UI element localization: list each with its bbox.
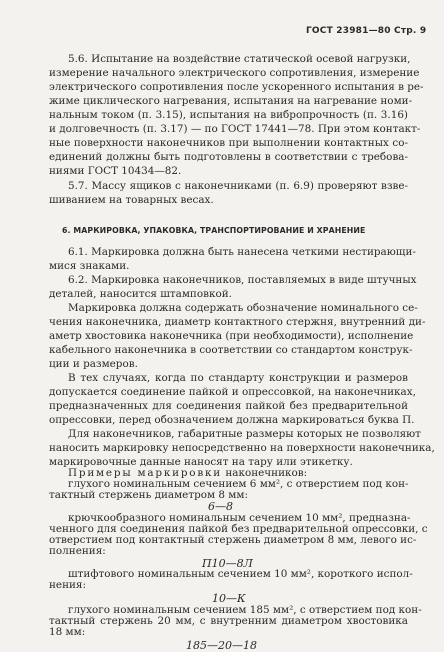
text-line: 18 мм: bbox=[49, 626, 86, 639]
text-line: маркировочные данные наносят на тару или этикетку. bbox=[49, 456, 353, 468]
text-line: отверстием под контактный стержень диаметром 8 мм, левого ис- bbox=[49, 534, 417, 546]
text-line: ченного для соединения пайкой без предварительной опрессовки, с bbox=[49, 523, 428, 536]
text-line: штифтового номинальным сечением 10 мм², короткого испол- bbox=[68, 568, 413, 581]
text-line: единений должны быть подготовлены в соответствии с требова- bbox=[49, 151, 408, 163]
text-line: 6.2. Маркировка наконечников, поставляемых в виде штучных bbox=[68, 274, 417, 286]
text-line: глухого номинальным сечением 6 мм², с отверстием под кон- bbox=[68, 477, 409, 490]
text-line: глухого номинальным сечением 185 мм², с отверстием под кон- bbox=[68, 604, 422, 617]
text-line: электрического сопротивления после ускоренного испытания в ре- bbox=[49, 81, 424, 93]
text-line: деталей, наносится штамповкой. bbox=[49, 288, 232, 300]
text-line: предназначенных для соединения пайкой без предварительной bbox=[49, 400, 408, 412]
marking-code: 185—20—18 bbox=[186, 638, 257, 652]
text-line: опрессовки, перед обозначением должна маркироваться буква П. bbox=[49, 414, 415, 426]
text-line: тактный стержень 20 мм, с внутренним диаметром хвостовика bbox=[49, 615, 408, 628]
page-header: ГОСТ 23981—80 Стр. 9 bbox=[306, 26, 427, 36]
text-line: жиме циклического нагревания, испытания на нагревание номи- bbox=[49, 95, 413, 107]
text-line: 6.1. Маркировка должна быть нанесена четкими нестирающи- bbox=[68, 246, 416, 258]
text-line: нальным током (п. 3.15), испытания на вибропрочность (п. 3.16) bbox=[49, 109, 408, 121]
text-line: шиванием на товарных весах. bbox=[49, 194, 214, 206]
text-line: аметр хвостовика наконечника (при необходимости), исполнение bbox=[49, 330, 414, 342]
text-line: измерение начального электрического сопротивления, измерение bbox=[49, 67, 420, 79]
marking-code: П10—8Л bbox=[202, 556, 253, 570]
text-line: ции и размеров. bbox=[49, 358, 138, 370]
marking-code: 10—К bbox=[212, 591, 246, 605]
marking-code: 6—8 bbox=[208, 500, 233, 514]
text-line: полнения: bbox=[49, 544, 106, 557]
text-line: нения: bbox=[49, 579, 86, 592]
examples-heading-spaced: Примеры маркировки bbox=[68, 466, 223, 479]
text-line: 5.7. Массу ящиков с наконечниками (п. 6.9) проверяют взве- bbox=[68, 180, 408, 192]
text-line: ные поверхности наконечников при выполнении контактных со- bbox=[49, 137, 408, 149]
text-line: допускается соединение пайкой и опрессовкой, на наконечниках, bbox=[49, 386, 416, 398]
text-line: 5.6. Испытание на воздействие статической осевой нагрузки, bbox=[68, 53, 411, 65]
text-line: крючкообразного номинальным сечением 10 мм², предназна- bbox=[68, 512, 411, 525]
text-line: мися знаками. bbox=[49, 260, 130, 272]
text-line: наносить маркировку непосредственно на поверхности наконечника, bbox=[49, 442, 435, 454]
text-line: ниями ГОСТ 10434—82. bbox=[49, 165, 182, 177]
text-line: кабельного наконечника в соответствии со стандартом конструк- bbox=[49, 344, 413, 356]
text-line: чения наконечника, диаметр контактного стержня, внутренний ди- bbox=[49, 316, 426, 328]
section-heading: 6. МАРКИРОВКА, УПАКОВКА, ТРАНСПОРТИРОВАНИЕ И ХРАНЕНИЕ bbox=[62, 226, 366, 235]
text-line: Для наконечников, габаритные размеры которых не позволяют bbox=[68, 428, 421, 440]
text-line: В тех случаях, когда по стандарту конструкции и размеров bbox=[68, 372, 408, 384]
text-line: Маркировка должна содержать обозначение номинального се- bbox=[68, 302, 418, 314]
text-line: тактный стержень диаметром 8 мм: bbox=[49, 488, 248, 501]
examples-heading-rest: наконечников: bbox=[222, 466, 308, 479]
text-line: и долговечность (п. 3.17) — по ГОСТ 17441—78. При этом контакт- bbox=[49, 123, 421, 135]
